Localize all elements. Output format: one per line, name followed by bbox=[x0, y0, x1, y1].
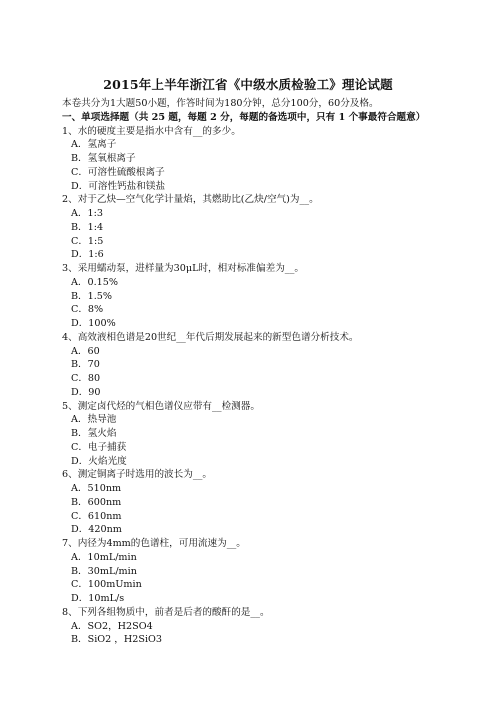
question-4-option-d: D．90 bbox=[71, 386, 101, 398]
question-2-option-a: A．1:3 bbox=[71, 208, 103, 219]
question-list bbox=[62, 125, 438, 648]
question-3-option-d: D．100% bbox=[71, 318, 116, 329]
question-5: 5、测定卤代烃的气相色谱仪应带有__检测器。 bbox=[62, 400, 260, 412]
page-title: 2015年上半年浙江省《中级水质检验工》理论试题 bbox=[103, 77, 393, 92]
question-6-option-c: C．610nm bbox=[71, 510, 122, 522]
question-5-option-a: A．热导池 bbox=[71, 414, 117, 426]
exam-body bbox=[62, 97, 438, 647]
question-7-option-c: C．100mUmin bbox=[71, 579, 142, 591]
question-1-option-a: A．氢离子 bbox=[71, 139, 117, 151]
exam-intro: 本卷共分为1大题50小题，作答时间为180分钟，总分100分，60分及格。 bbox=[62, 98, 379, 109]
question-7: 7、内径为4mm的色谱柱，可用流速为__。 bbox=[62, 538, 246, 549]
question-3-option-c: C．8% bbox=[71, 304, 104, 316]
question-5-option-d: D．火焰光度 bbox=[71, 455, 127, 467]
question-6-option-d: D．420nm bbox=[71, 524, 122, 536]
question-4-option-b: B．70 bbox=[71, 359, 100, 371]
question-2: 2、对于乙炔—空气化学计量焰，其燃助比(乙炔/空气)为__。 bbox=[62, 194, 319, 206]
question-1-option-c: C．可溶性硫酸根离子 bbox=[71, 166, 165, 178]
question-1-option-d: D．可溶性钙盐和镁盐 bbox=[71, 180, 166, 192]
question-7-option-d: D．10mL/s bbox=[71, 593, 125, 604]
question-8-option-b: B．SiO2 ，H2SiO3 bbox=[71, 634, 162, 646]
question-8: 8、下列各组物质中，前者是后者的酸酐的是__。 bbox=[62, 606, 270, 618]
question-3: 3、采用蠕动泵，进样量为30μL时，相对标准偏差为__。 bbox=[62, 263, 304, 274]
question-3-option-a: A．0.15% bbox=[71, 276, 118, 288]
question-7-option-a: A．10mL/min bbox=[71, 551, 137, 563]
question-3-option-b: B．1.5% bbox=[71, 290, 113, 302]
question-6-option-a: A．510nm bbox=[71, 483, 122, 494]
question-4-option-c: C．80 bbox=[71, 373, 101, 384]
question-2-option-d: D．1:6 bbox=[71, 249, 104, 261]
question-2-option-b: B．1:4 bbox=[71, 221, 104, 233]
question-1-option-b: B．氢氧根离子 bbox=[71, 153, 136, 164]
question-4: 4、高效液相色谱是20世纪__年代后期发展起来的新型色谱分析技术。 bbox=[62, 331, 359, 343]
question-5-option-b: B．氢火焰 bbox=[71, 428, 117, 439]
question-8-option-a: A．SO2，H2SO4 bbox=[71, 620, 153, 632]
question-6-option-b: B．600nm bbox=[71, 496, 122, 508]
question-5-option-c: C．电子捕获 bbox=[71, 441, 127, 453]
question-2-option-c: C．1:5 bbox=[71, 235, 104, 247]
question-4-option-a: A．60 bbox=[71, 345, 100, 357]
section-heading: 一、单项选择题（共 25 题，每题 2 分，每题的备选项中，只有 1 个事最符合题意） bbox=[62, 111, 426, 123]
question-7-option-b: B．30mL/min bbox=[71, 565, 137, 577]
question-6: 6、测定铜离子时选用的波长为__。 bbox=[62, 469, 213, 481]
question-1: 1、水的硬度主要是指水中含有__的多少。 bbox=[62, 125, 241, 137]
